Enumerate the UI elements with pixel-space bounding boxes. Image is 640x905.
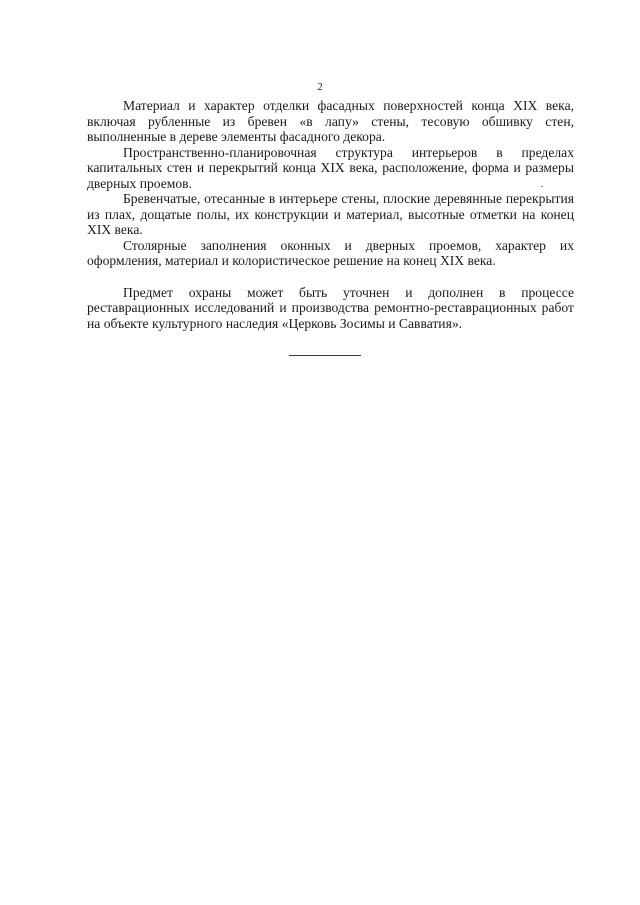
paragraph-joinery: Столярные заполнения оконных и дверных проемов, характер их оформления, материал и колористическое решение на конец XIX века.: [87, 237, 574, 268]
paragraph-interior-structure: Пространственно-планировочная структура интерьеров в пределах капитальных стен и перекрытий конца XIX века, расположение, форма и размеры дверных проемов.: [87, 144, 574, 191]
paragraph-log-walls: Бревенчатые, отесанные в интерьере стены, плоские деревянные перекрытия из плах, дощатые полы, их конструкции и материал, высотные отметки на конец XIX века.: [87, 191, 574, 237]
paragraph-facade-finish: Материал и характер отделки фасадных поверхностей конца XIX века, включая рубленные из бревен «в лапу» стены, тесовую обшивку стен, выполненные в дереве элементы фасадного декора.: [87, 98, 574, 144]
page-number: 2: [317, 81, 323, 93]
scan-speck: [541, 186, 543, 187]
document-body: [87, 98, 574, 331]
paragraph-closing-note: Предмет охраны может быть уточнен и дополнен в процессе реставрационных исследований и производства ремонтно-реставрационных работ на объекте культурного наследия «Церковь Зосимы и Савватия».: [87, 284, 574, 331]
end-of-text-rule: [289, 355, 361, 356]
